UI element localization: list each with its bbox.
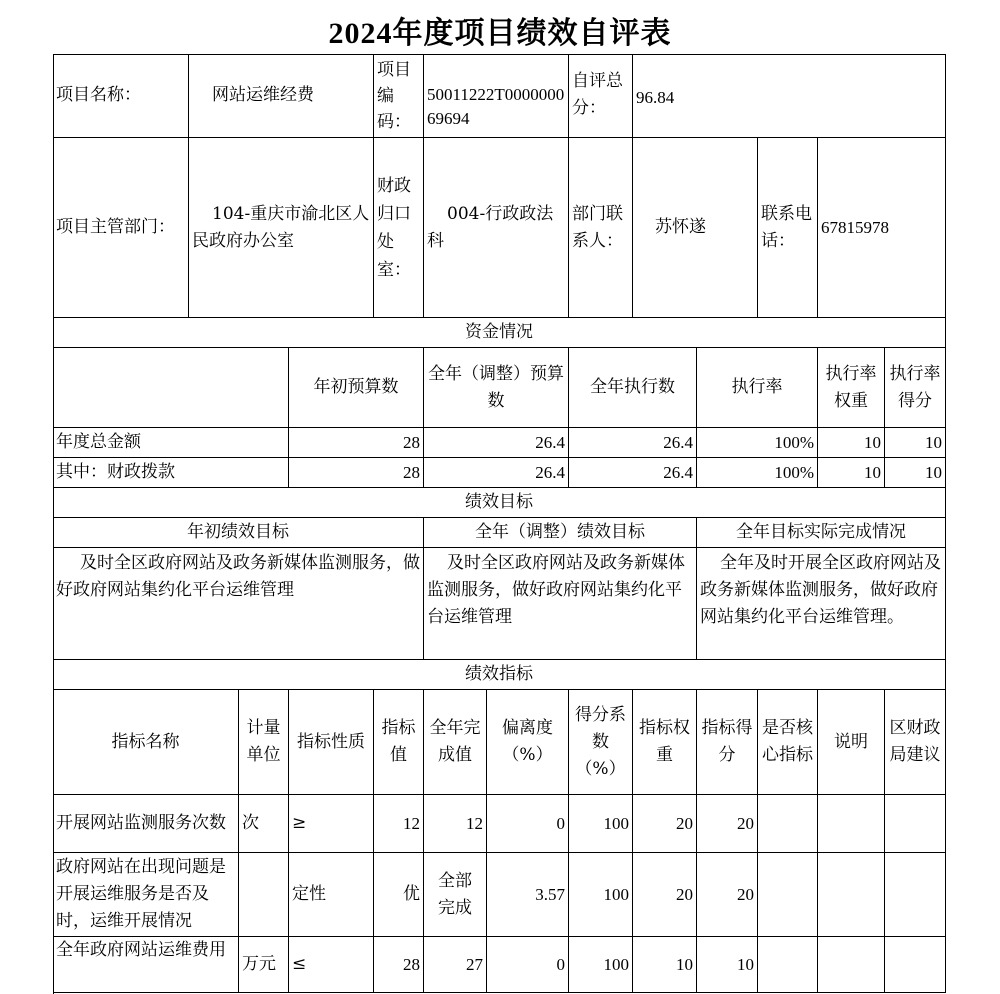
- project-code-label: 项目编码：: [374, 54, 424, 138]
- ind-row-score: 20: [697, 853, 758, 937]
- funds-cell: 10: [885, 428, 946, 458]
- goals-header-initial: 年初绩效目标: [53, 518, 424, 548]
- dept-value: 104-重庆市渝北区人民政府办公室: [189, 138, 374, 318]
- ind-row-deviation: 0: [487, 937, 569, 993]
- project-code-value: 50011222T000000069694: [424, 54, 569, 138]
- contact-label: 部门联系人：: [569, 138, 633, 318]
- self-score-value: 96.84: [633, 54, 946, 138]
- funds-cell: 10: [818, 458, 885, 488]
- funds-cell: 10: [818, 428, 885, 458]
- funds-cell: 26.4: [569, 458, 697, 488]
- funds-header-adjusted: 全年（调整）预算数: [424, 348, 569, 428]
- ind-row-score: 10: [697, 937, 758, 993]
- funds-cell: 28: [289, 428, 424, 458]
- ind-header-actual: 全年完成值: [424, 690, 487, 795]
- ind-header-score: 指标得分: [697, 690, 758, 795]
- ind-row-nature: 定性: [289, 853, 374, 937]
- ind-row-deviation: 3.57: [487, 853, 569, 937]
- page-title: 2024年度项目绩效自评表: [328, 16, 672, 51]
- ind-row-score: 20: [697, 795, 758, 853]
- ind-header-deviation: 偏离度（%）: [487, 690, 569, 795]
- goals-header-actual: 全年目标实际完成情况: [697, 518, 946, 548]
- ind-row-core: [758, 853, 818, 937]
- ind-row-target: 优: [374, 853, 424, 937]
- dept-label: 项目主管部门：: [53, 138, 189, 318]
- ind-row-note: [818, 795, 885, 853]
- ind-header-target: 指标值: [374, 690, 424, 795]
- ind-row-note: [818, 853, 885, 937]
- ind-row-note: [818, 937, 885, 993]
- ind-header-core: 是否核心指标: [758, 690, 818, 795]
- funds-cell: 26.4: [424, 428, 569, 458]
- ind-row-coef: 100: [569, 795, 633, 853]
- ind-row-unit: [239, 853, 289, 937]
- ind-row-advice: [885, 853, 946, 937]
- goal-actual-text: 全年及时开展全区政府网站及政务新媒体监测服务，做好政府网站集约化平台运维管理。: [697, 548, 946, 660]
- ind-row-name: 政府网站在出现问题是开展运维服务是否及时，运维开展情况: [53, 853, 239, 937]
- ind-row-coef: 100: [569, 937, 633, 993]
- funds-header-score: 执行率得分: [885, 348, 946, 428]
- ind-row-deviation: 0: [487, 795, 569, 853]
- ind-row-coef: 100: [569, 853, 633, 937]
- office-value: 004-行政政法科: [424, 138, 569, 318]
- ind-row-target: 12: [374, 795, 424, 853]
- funds-header-weight: 执行率权重: [818, 348, 885, 428]
- goals-section-title: 绩效目标: [53, 488, 946, 518]
- ind-row-actual: 全部完成: [424, 853, 487, 937]
- funds-row-label: 年度总金额: [53, 428, 289, 458]
- ind-header-note: 说明: [818, 690, 885, 795]
- funds-cell: 100%: [697, 428, 818, 458]
- ind-row-unit: 万元: [239, 937, 289, 993]
- goal-initial-text: 及时全区政府网站及政务新媒体监测服务，做好政府网站集约化平台运维管理: [53, 548, 424, 660]
- ind-row-advice: [885, 795, 946, 853]
- funds-section-title: 资金情况: [53, 318, 946, 348]
- ind-row-weight: 10: [633, 937, 697, 993]
- funds-cell: 26.4: [569, 428, 697, 458]
- funds-header-executed: 全年执行数: [569, 348, 697, 428]
- office-label: 财政归口处室：: [374, 138, 424, 318]
- ind-row-nature: ≤: [289, 937, 374, 993]
- ind-header-nature: 指标性质: [289, 690, 374, 795]
- ind-row-actual: 27: [424, 937, 487, 993]
- ind-header-advice: 区财政局建议: [885, 690, 946, 795]
- project-name-label: 项目名称：: [53, 54, 189, 138]
- contact-value: 苏怀遂: [633, 138, 758, 318]
- funds-header-initial: 年初预算数: [289, 348, 424, 428]
- ind-row-actual: 12: [424, 795, 487, 853]
- funds-row-label: 其中：财政拨款: [53, 458, 289, 488]
- ind-row-nature: ≥: [289, 795, 374, 853]
- phone-label: 联系电话：: [758, 138, 818, 318]
- funds-header-blank: [53, 348, 289, 428]
- funds-header-rate: 执行率: [697, 348, 818, 428]
- funds-cell: 100%: [697, 458, 818, 488]
- ind-row-name: 开展网站监测服务次数: [53, 795, 239, 853]
- ind-row-weight: 20: [633, 853, 697, 937]
- ind-header-coef: 得分系数（%）: [569, 690, 633, 795]
- ind-row-unit: 次: [239, 795, 289, 853]
- ind-header-unit: 计量单位: [239, 690, 289, 795]
- funds-cell: 26.4: [424, 458, 569, 488]
- self-score-label: 自评总分：: [569, 54, 633, 138]
- goal-adjusted-text: 及时全区政府网站及政务新媒体监测服务，做好政府网站集约化平台运维管理: [424, 548, 697, 660]
- funds-cell: 28: [289, 458, 424, 488]
- ind-row-name: 全年政府网站运维费用: [53, 937, 239, 993]
- ind-row-core: [758, 937, 818, 993]
- ind-row-weight: 20: [633, 795, 697, 853]
- phone-value: 67815978: [818, 138, 946, 318]
- ind-row-advice: [885, 937, 946, 993]
- ind-row-core: [758, 795, 818, 853]
- ind-header-weight: 指标权重: [633, 690, 697, 795]
- project-name-value: 网站运维经费: [189, 54, 374, 138]
- ind-row-target: 28: [374, 937, 424, 993]
- ind-header-name: 指标名称: [53, 690, 239, 795]
- goals-header-adjusted: 全年（调整）绩效目标: [424, 518, 697, 548]
- indicators-section-title: 绩效指标: [53, 660, 946, 690]
- funds-cell: 10: [885, 458, 946, 488]
